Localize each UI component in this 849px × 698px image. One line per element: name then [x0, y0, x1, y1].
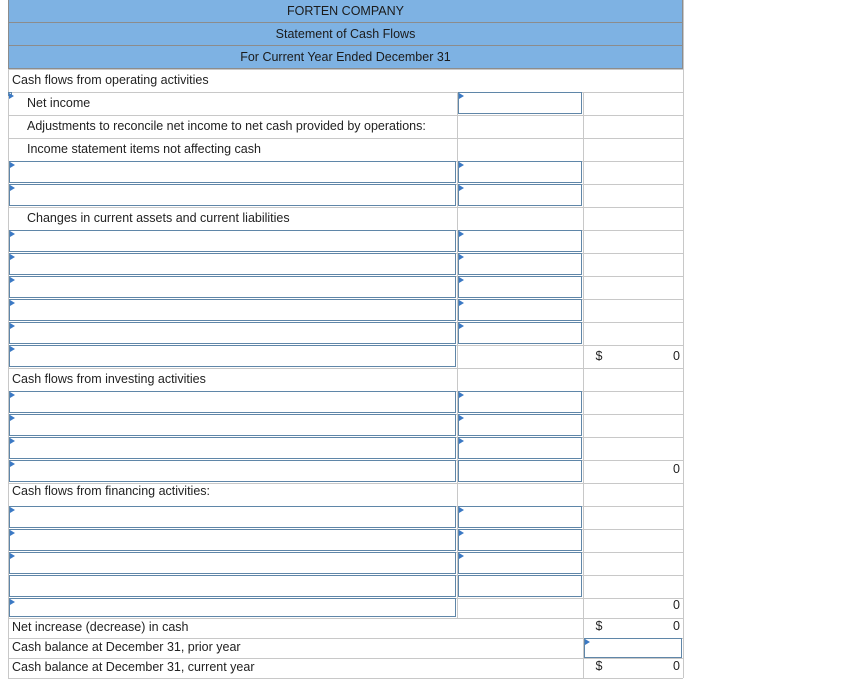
operating-noncash-item-input-2[interactable]	[9, 184, 456, 206]
financing-item-input-4[interactable]	[9, 575, 456, 597]
dropdown-marker-icon	[459, 415, 464, 421]
grid-line	[683, 0, 684, 678]
financing-amount-input-2[interactable]	[458, 529, 582, 551]
dropdown-marker-icon	[10, 254, 15, 260]
investing-item-input-3[interactable]	[9, 437, 456, 459]
investing-total-value: 0	[673, 462, 680, 476]
financing-amount-input-3[interactable]	[458, 552, 582, 574]
dropdown-marker-icon	[459, 300, 464, 306]
net-change-value: 0	[673, 619, 680, 633]
current-balance-label: Cash balance at December 31, current year	[12, 660, 255, 674]
dropdown-marker-icon	[459, 185, 464, 191]
operating-change-amount-input-3[interactable]	[458, 276, 582, 298]
dropdown-marker-icon	[10, 185, 15, 191]
dropdown-marker-icon	[459, 553, 464, 559]
net-income-amount-input[interactable]	[458, 92, 582, 114]
investing-amount-input-2[interactable]	[458, 414, 582, 436]
dropdown-marker-icon	[9, 93, 14, 99]
operating-change-amount-input-2[interactable]	[458, 253, 582, 275]
investing-amount-input-4[interactable]	[458, 460, 582, 482]
company-name-header	[8, 0, 683, 23]
company-name: FORTEN COMPANY	[287, 4, 404, 18]
operating-change-item-input-5[interactable]	[9, 322, 456, 344]
investing-item-input-2[interactable]	[9, 414, 456, 436]
period-header	[8, 46, 683, 69]
dropdown-marker-icon	[10, 231, 15, 237]
dropdown-marker-icon	[10, 530, 15, 536]
operating-total-symbol: $	[595, 349, 603, 363]
dropdown-marker-icon	[585, 639, 590, 645]
net-change-symbol: $	[595, 619, 603, 633]
statement-title: Statement of Cash Flows	[275, 27, 416, 41]
dropdown-marker-icon	[459, 231, 464, 237]
dropdown-marker-icon	[459, 93, 464, 99]
dropdown-marker-icon	[459, 162, 464, 168]
investing-item-input-1[interactable]	[9, 391, 456, 413]
financing-item-input-2[interactable]	[9, 529, 456, 551]
dropdown-marker-icon	[459, 392, 464, 398]
adjustments-label: Adjustments to reconcile net income to net cash provided by operations:	[27, 119, 426, 133]
dropdown-marker-icon	[459, 323, 464, 329]
operating-section-title: Cash flows from operating activities	[12, 73, 209, 87]
operating-noncash-amount-input-2[interactable]	[458, 184, 582, 206]
prior-balance-amount-input[interactable]	[584, 638, 682, 658]
operating-change-amount-input-5[interactable]	[458, 322, 582, 344]
operating-change-item-input-4[interactable]	[9, 299, 456, 321]
financing-item-input-5[interactable]	[9, 598, 456, 617]
dropdown-marker-icon	[10, 300, 15, 306]
dropdown-marker-icon	[10, 599, 15, 605]
financing-item-input-3[interactable]	[9, 552, 456, 574]
dropdown-marker-icon	[10, 438, 15, 444]
dropdown-marker-icon	[459, 277, 464, 283]
financing-item-input-1[interactable]	[9, 506, 456, 528]
operating-noncash-amount-input-1[interactable]	[458, 161, 582, 183]
investing-amount-input-1[interactable]	[458, 391, 582, 413]
financing-amount-input-4[interactable]	[458, 575, 582, 597]
dropdown-marker-icon	[10, 162, 15, 168]
operating-change-item-input-1[interactable]	[9, 230, 456, 252]
statement-title-header	[8, 23, 683, 46]
grid-line	[583, 92, 584, 678]
dropdown-marker-icon	[459, 530, 464, 536]
prior-balance-label: Cash balance at December 31, prior year	[12, 640, 241, 654]
dropdown-marker-icon	[459, 254, 464, 260]
net-income-dropdown-marker[interactable]	[8, 92, 12, 96]
dropdown-marker-icon	[10, 553, 15, 559]
period-label: For Current Year Ended December 31	[240, 50, 451, 64]
dropdown-marker-icon	[10, 461, 15, 467]
changes-label: Changes in current assets and current liabilities	[27, 211, 290, 225]
operating-change-amount-input-1[interactable]	[458, 230, 582, 252]
operating-change-item-input-3[interactable]	[9, 276, 456, 298]
investing-section-title: Cash flows from investing activities	[12, 372, 206, 386]
current-balance-symbol: $	[595, 659, 603, 673]
dropdown-marker-icon	[10, 277, 15, 283]
dropdown-marker-icon	[10, 415, 15, 421]
current-balance-value: 0	[673, 659, 680, 673]
grid-line	[8, 678, 683, 679]
operating-change-amount-input-4[interactable]	[458, 299, 582, 321]
operating-noncash-item-input-1[interactable]	[9, 161, 456, 183]
financing-section-title: Cash flows from financing activities:	[12, 484, 210, 498]
operating-extra-item-input[interactable]	[9, 345, 456, 367]
financing-total-value: 0	[673, 598, 680, 612]
operating-total-value: 0	[673, 349, 680, 363]
operating-change-item-input-2[interactable]	[9, 253, 456, 275]
investing-item-input-4[interactable]	[9, 460, 456, 482]
dropdown-marker-icon	[10, 392, 15, 398]
financing-amount-input-1[interactable]	[458, 506, 582, 528]
dropdown-marker-icon	[10, 346, 15, 352]
net-income-label: Net income	[27, 96, 91, 110]
dropdown-marker-icon	[459, 438, 464, 444]
income-items-label: Income statement items not affecting cash	[27, 142, 261, 156]
dropdown-marker-icon	[459, 507, 464, 513]
dropdown-marker-icon	[10, 507, 15, 513]
dropdown-marker-icon	[10, 323, 15, 329]
net-change-label: Net increase (decrease) in cash	[12, 620, 189, 634]
investing-amount-input-3[interactable]	[458, 437, 582, 459]
